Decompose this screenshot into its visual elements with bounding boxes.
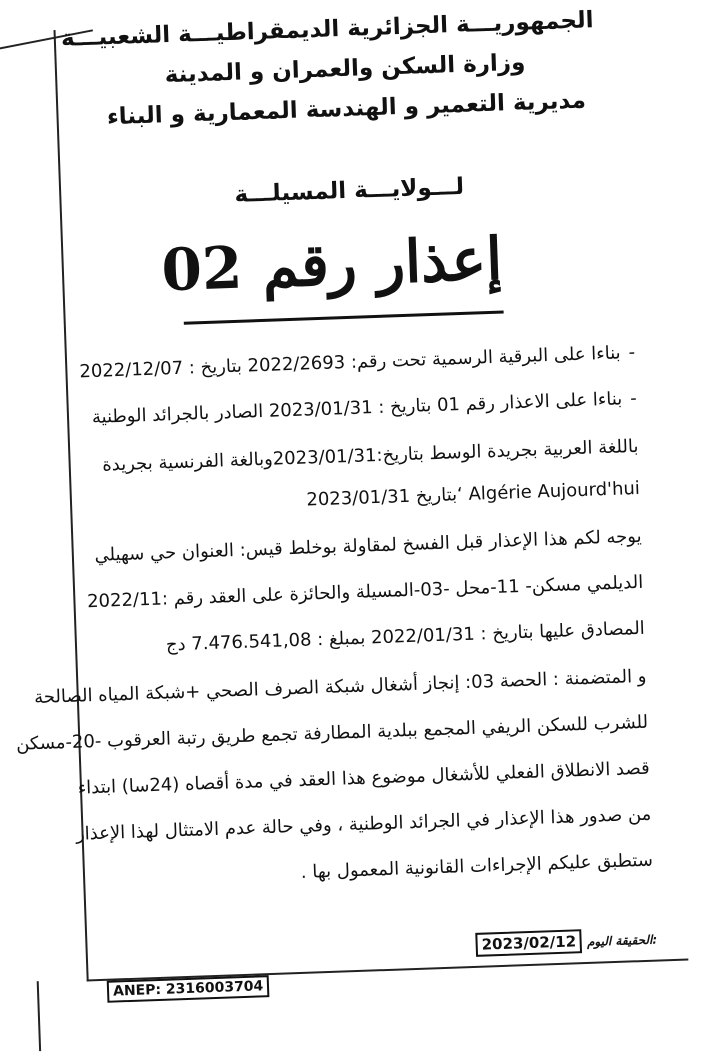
bullet-dash: - xyxy=(629,387,638,410)
bullet-dash: - xyxy=(628,341,636,364)
scan-edge-line xyxy=(37,981,41,1051)
body-line-8: ستطبق عليكم الإجراءات القانونية المعمول بها . xyxy=(300,849,654,883)
bullet-line-3: باللغة العربية بجريدة الوسط بتاريخ:2023/01/31وبالغة الفرنسية بجريدة xyxy=(101,435,639,476)
body-line-7: من صدور هذا الإعذار في الجرائد الوطنية ، وفي حالة عدم الامتثال لهذا الإعذار xyxy=(75,803,652,845)
document-sheet xyxy=(13,0,687,1000)
publication-date-label: الحقيقة اليوم: xyxy=(586,932,658,949)
bullet-text-2: بناءا على الاعذار رقم 01 بتاريخ : 2023/01/31 الصادر بالجرائد الوطنية xyxy=(91,388,623,428)
body-line-2: الديلمي مسكن- 11-محل -03-المسيلة والحائزة على العقد رقم :2022/11 xyxy=(86,571,644,613)
header-wilaya: لـــولايـــة المسيلـــة xyxy=(234,173,465,208)
bullet-line-4: Algérie Aujourd'hui ‘بتاريخ 2023/01/31 xyxy=(306,477,641,511)
body-line-5: للشرب للسكن الريفي المجمع ببلدية المطارفة تجمع طريق رتبة العرقوب -20-مسكن xyxy=(15,711,649,755)
notice-title: إعذار رقم 02 xyxy=(160,224,504,305)
header-directorate: مديرية التعمير و الهندسة المعمارية و البناء xyxy=(106,87,587,131)
header-ministry: وزارة السكن والعمران و المدينة xyxy=(164,49,526,89)
bullet-text-1: بناءا على البرقية الرسمية تحت رقم: 2022/2693 بتاريخ : 2022/12/07 xyxy=(79,342,621,383)
body-line-1: يوجه لكم هذا الإعذار قبل الفسخ لمقاولة بوخلط قيس: العنوان حي سهيلي xyxy=(94,525,642,566)
header-republic: الجمهوريـــة الجزائرية الديمقراطيـــة الشعبيـــة xyxy=(60,7,594,52)
anep-reference: ANEP: 2316003704 xyxy=(107,975,270,1003)
body-line-3: المصادق عليها بتاريخ : 2022/01/31 بمبلغ : 7.476.541,08 دج xyxy=(165,617,646,656)
body-line-4: و المتضمنة : الحصة 03: إنجاز أشغال شبكة الصرف الصحي +شبكة المياه الصالحة xyxy=(33,665,647,709)
publication-date-value: 2023/02/12 xyxy=(475,929,582,957)
body-line-6: قصد الانطلاق الفعلي للأشغال موضوع هذا العقد في مدة أقصاه (24سا) ابتداء xyxy=(77,757,650,799)
